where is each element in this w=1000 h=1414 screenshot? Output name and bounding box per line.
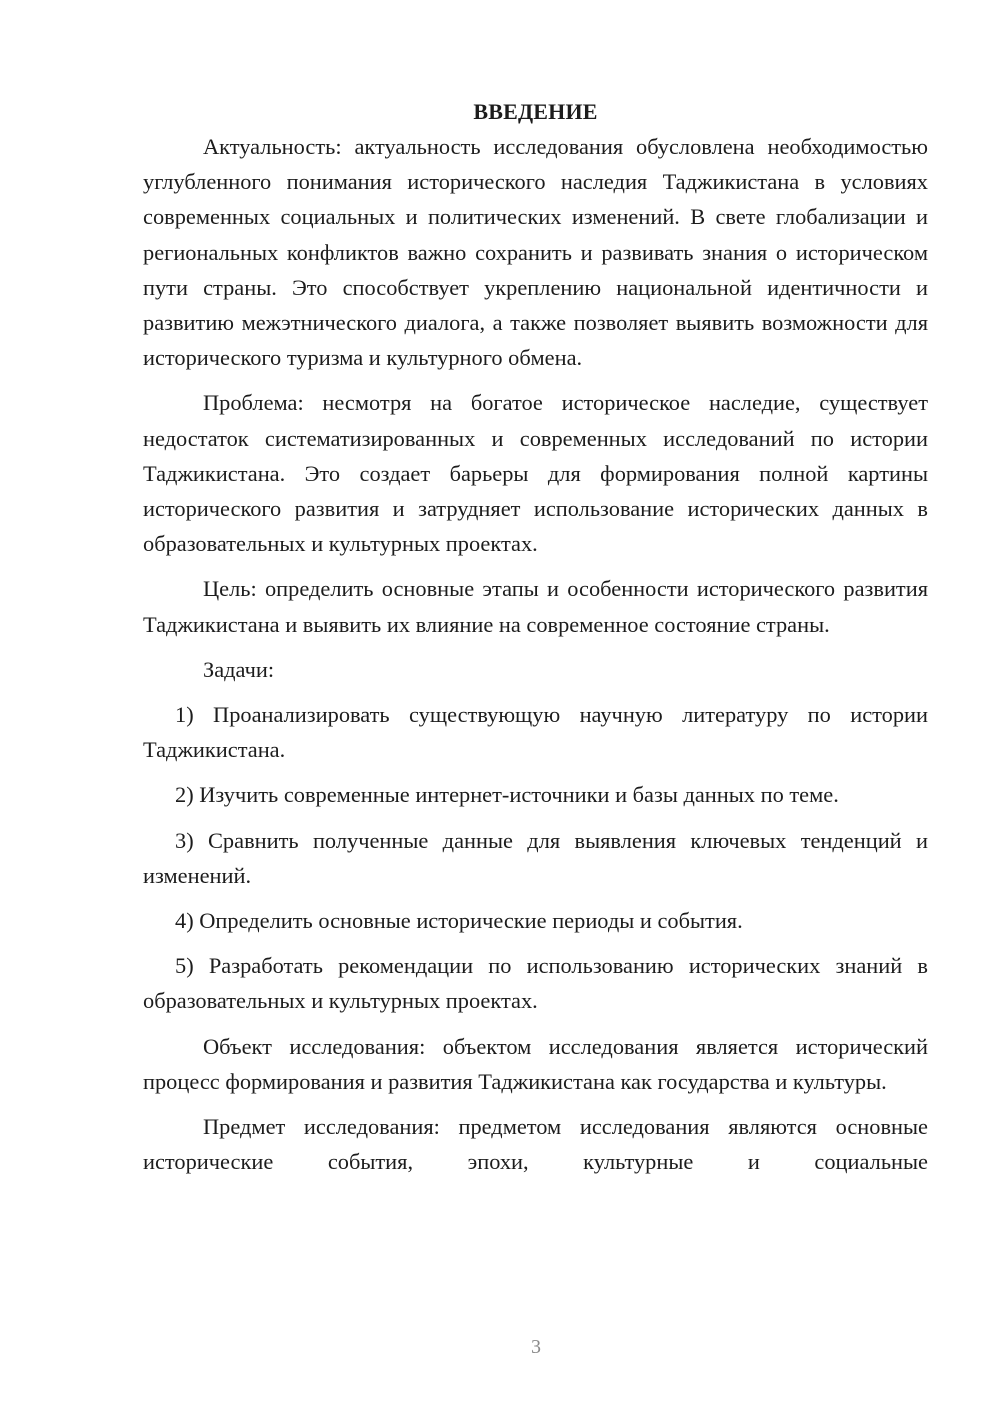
tasks-list [143,697,928,1019]
task-item: 2) Изучить современные интернет-источники и базы данных по теме. [175,782,839,808]
page-number: 3 [531,1336,541,1358]
task-item: 5) Разработать рекомендации по использованию исторических знаний в образовательных и культурных проектах. [143,953,928,1014]
task-item: 1) Проанализировать существующую научную литературу по истории Таджикистана. [143,702,928,763]
task-item: 3) Сравнить полученные данные для выявления ключевых тенденций и изменений. [143,827,928,888]
problem-paragraph: Проблема: несмотря на богатое историческое наследие, существует недостаток систематизированных и современных исследований по истории Таджикистана. Это создает барьеры для формирования полной картины исторического развития и затрудняет использование исторических данных в образовательных и культурных проектах. [143,390,928,557]
relevance-paragraph: Актуальность: актуальность исследования обусловлена необходимостью углубленного понимания исторического наследия Таджикистана в условиях современных социальных и политических изменений. В свете глобализации и региональных конфликтов важно сохранить и развивать знания о историческом пути страны. Это способствует укреплению национальной идентичности и развитию межэтнического диалога, а также позволяет выявить возможности для исторического туризма и культурного обмена. [143,134,928,371]
task-item: 4) Определить основные исторические периоды и события. [175,908,743,934]
section-heading: ВВЕДЕНИЕ [473,99,598,124]
subject-paragraph: Предмет исследования: предметом исследования являются основные исторические события, эпохи, культурные и социальные [143,1114,928,1175]
tasks-title: Задачи: [203,656,275,682]
goal-paragraph: Цель: определить основные этапы и особенности исторического развития Таджикистана и выявить их влияние на современное состояние страны. [143,576,928,637]
object-paragraph: Объект исследования: объектом исследования является исторический процесс формирования и развития Таджикистана как государства и культуры. [143,1033,928,1094]
